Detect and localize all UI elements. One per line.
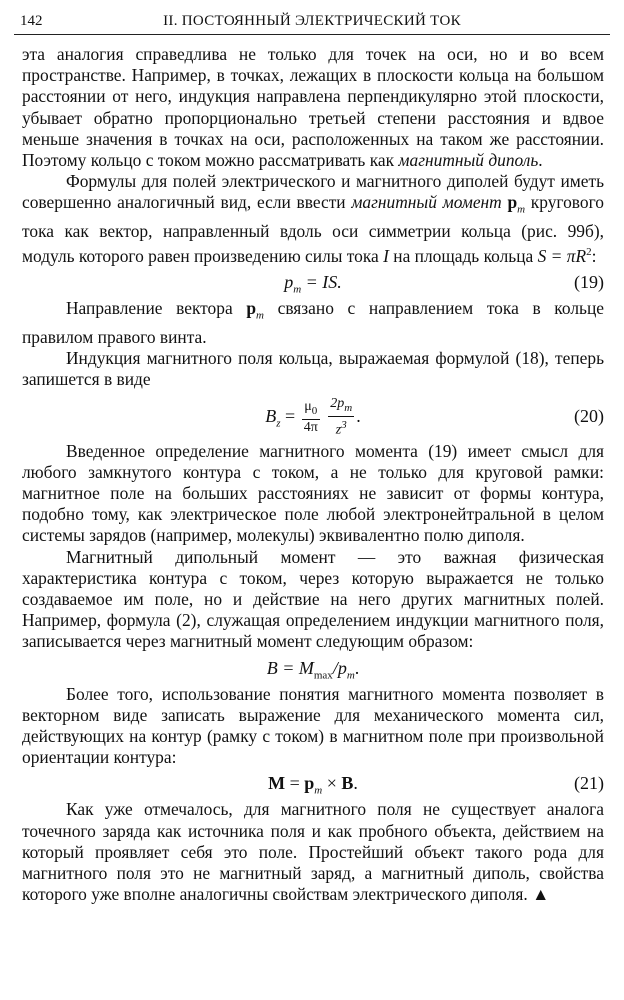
eq-equals: = bbox=[285, 773, 305, 794]
paragraph-magnetic-charge bbox=[22, 799, 604, 905]
end-of-section-mark: ▲ bbox=[532, 884, 550, 905]
eq-subscript: 0 bbox=[311, 404, 318, 417]
eq-vector-p: p bbox=[304, 773, 315, 794]
eq-subscript: max bbox=[313, 669, 333, 682]
text-span: связано с направлением тока в кольце правилом правого винта. bbox=[22, 298, 604, 347]
paragraph-mechanical-moment: Более того, использование понятия магнитного момента позволяет в векторном виде записать выражение для механического момента сил, действующих на контур (рамку с током) в магнитном поле при произвольной ориентации контура: bbox=[22, 683, 604, 768]
equation-19 bbox=[22, 267, 604, 298]
paragraph-definition-general: Введенное определение магнитного момента (19) имеет смысл для любого замкнутого контура с током, а не только для круговой рамки: магнитное поле на больших расстояниях не зависит от формы контура, подобно тому, как электрическое поле любой электронейтральной в целом системы зарядов (например, молекулы) эквивалентно полю диполя. bbox=[22, 440, 604, 546]
header-rule bbox=[14, 34, 610, 35]
paragraph-dipole-analogy bbox=[22, 44, 604, 171]
paragraph-ring-induction: Индукция магнитного поля кольца, выражаемая формулой (18), теперь запишется в виде bbox=[22, 348, 604, 390]
eq-lhs: B = M bbox=[266, 657, 314, 678]
text-span: . bbox=[538, 150, 543, 171]
text-span: эта аналогия справедлива не только для точек на оси, но и во всем пространстве. Например, в точках, лежащих в плоскости кольца на большом расстоянии от него, индукция направлена перпендикулярно этой плоскости, убывает обратно пропорционально третьей степени расстояния и вдвое меньше значения в точках на оси, расположенных на таком же расстоянии. Поэтому кольцо с током можно рассматривать как bbox=[22, 44, 604, 171]
eq-end: . bbox=[354, 657, 360, 678]
eq-subscript: z bbox=[276, 417, 281, 430]
eq-times: × bbox=[322, 773, 342, 794]
eq-end: . bbox=[353, 773, 358, 794]
equation-number: (21) bbox=[574, 773, 604, 794]
page-body bbox=[22, 44, 604, 905]
eq-equals: = bbox=[280, 405, 300, 426]
superscript: 2 bbox=[586, 246, 592, 259]
equation-number: (20) bbox=[574, 405, 604, 426]
eq-superscript: 3 bbox=[341, 419, 347, 432]
numerator bbox=[302, 399, 320, 420]
text-span: Формулы для полей электрического и магнитного диполей будут иметь совершенно аналогичный вид, если ввести bbox=[22, 171, 604, 213]
eq-tail: . bbox=[356, 405, 361, 426]
equation-b-definition bbox=[22, 653, 604, 684]
eq-subscript: m bbox=[293, 283, 302, 296]
vector-p: p bbox=[507, 192, 518, 213]
eq-subscript: m bbox=[346, 669, 355, 682]
eq-symbol: 2p bbox=[330, 396, 345, 412]
chapter-title: II. ПОСТОЯННЫЙ ЭЛЕКТРИЧЕСКИЙ ТОК bbox=[163, 13, 461, 29]
eq-subscript: m bbox=[344, 402, 353, 415]
eq-symbol: B bbox=[265, 405, 277, 426]
eq-vector-b: B bbox=[341, 773, 354, 794]
eq-symbol: p bbox=[284, 272, 294, 293]
area-formula: S = πR bbox=[537, 246, 587, 267]
text-span: Направление вектора bbox=[66, 298, 233, 319]
eq-tail: /p bbox=[332, 657, 347, 678]
eq-vector-m: M bbox=[268, 773, 286, 794]
denominator: 4π bbox=[303, 419, 318, 435]
eq-subscript: m bbox=[314, 785, 323, 798]
numerator bbox=[328, 396, 354, 417]
subscript: m bbox=[256, 309, 264, 322]
equation-body bbox=[284, 267, 342, 306]
term-magnetic-dipole: магнитный диполь bbox=[398, 150, 539, 171]
fraction-2pm-z3 bbox=[328, 396, 354, 438]
equation-20 bbox=[22, 391, 604, 441]
eq-symbol: z bbox=[335, 422, 342, 438]
vector-p: p bbox=[246, 298, 256, 319]
subscript: m bbox=[517, 203, 526, 216]
page-number: 142 bbox=[20, 13, 43, 29]
text-span: кругового тока как вектор, направленный вдоль оси симметрии кольца (рис. 99б), модуль которого равен произведению силы тока bbox=[22, 192, 604, 267]
paragraph-dipole-moment: Магнитный дипольный момент — это важная физическая характеристика контура с током, через которую выражается не только создаваемое им поле, но и действие на него других магнитных полей. Например, формула (2), служащая определением индукции магнитного поля, записывается через магнитный момент следующим образом: bbox=[22, 546, 604, 652]
symbol-I: I bbox=[383, 246, 389, 267]
eq-rhs: = IS. bbox=[301, 272, 342, 293]
denominator bbox=[328, 417, 354, 439]
equation-21 bbox=[22, 768, 604, 799]
running-header bbox=[20, 11, 604, 35]
term-magnetic-moment: магнитный момент bbox=[351, 192, 502, 213]
text-span: : bbox=[591, 246, 597, 267]
equation-body bbox=[265, 391, 360, 449]
equation-number: (19) bbox=[574, 272, 604, 293]
paragraph-magnetic-moment bbox=[22, 171, 604, 267]
eq-symbol: μ bbox=[304, 399, 312, 415]
fraction-mu0-4pi bbox=[302, 399, 320, 436]
equation-body bbox=[267, 653, 360, 692]
text-span: Как уже отмечалось, для магнитного поля не существует аналога точечного заряда как источника поля и как пробного объекта, действием на который проявляет себя это поле. Простейший объект такого рода для магнитного поля это не магнитный заряд, а магнитный диполь, свойства которого уже вполне аналогичны свойствам электрического диполя. bbox=[22, 799, 604, 905]
equation-body bbox=[268, 768, 358, 807]
text-span: на площадь кольца bbox=[393, 246, 534, 267]
